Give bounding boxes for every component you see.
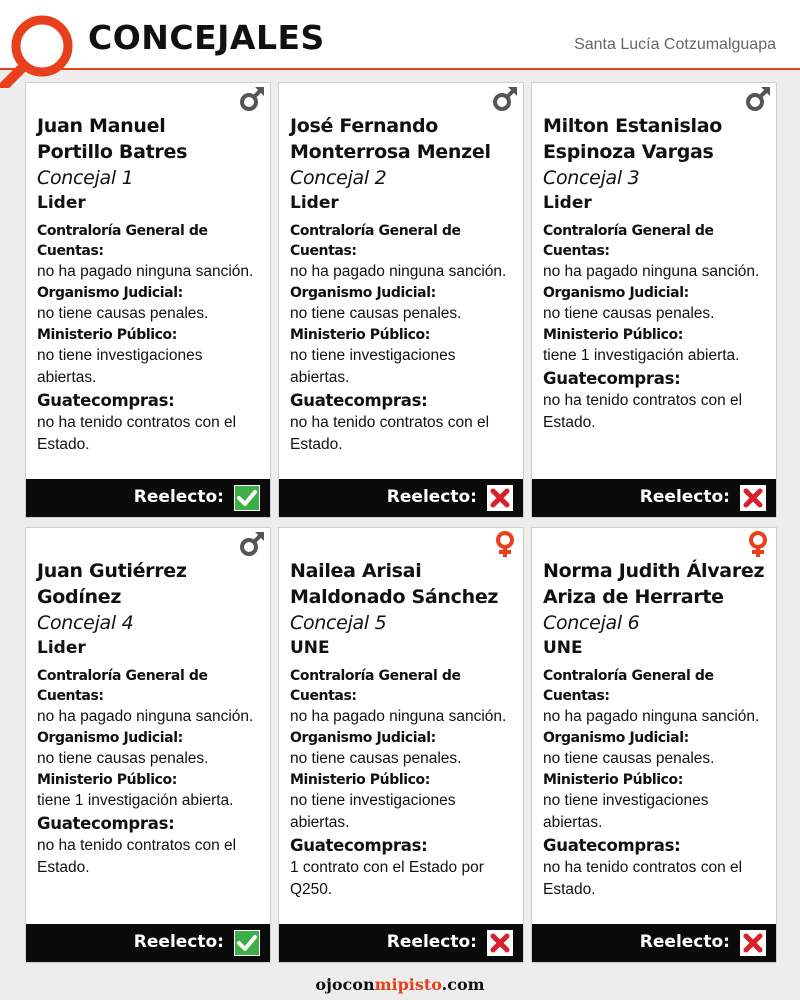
council-member-card [531, 527, 777, 963]
female-symbol-icon [491, 530, 519, 558]
member-party: Lider [543, 193, 592, 213]
ministerio-value: tiene 1 investigación abierta. [543, 347, 740, 364]
reelection-bar [532, 924, 776, 962]
ministerio-label: Ministerio Público: [37, 327, 177, 343]
reelection-bar [279, 924, 523, 962]
site-url-suffix: .com [441, 975, 485, 994]
male-symbol-icon [744, 85, 772, 113]
contraloria-value: no ha pagado ninguna sanción. [290, 708, 507, 725]
member-name-line-1: Milton Estanislao [543, 115, 723, 137]
reelecto-label: Reelecto: [386, 487, 477, 507]
judicial-value: no tiene causas penales. [543, 750, 715, 767]
ministerio-value: no tiene investigaciones abiertas. [543, 792, 709, 831]
site-url[interactable] [0, 975, 800, 994]
reelection-bar [26, 924, 270, 962]
ministerio-label: Ministerio Público: [543, 772, 683, 788]
member-role: Concejal 2 [290, 167, 387, 189]
cross-icon [740, 930, 766, 956]
reelection-bar [279, 479, 523, 517]
female-symbol-icon [744, 530, 772, 558]
header [0, 0, 800, 70]
member-party: Lider [37, 638, 86, 658]
member-details [290, 558, 517, 901]
ministerio-label: Ministerio Público: [37, 772, 177, 788]
ministerio-label: Ministerio Público: [290, 327, 430, 343]
member-details [37, 558, 264, 879]
contraloria-value: no ha pagado ninguna sanción. [37, 263, 254, 280]
contraloria-value: no ha pagado ninguna sanción. [290, 263, 507, 280]
municipality-name: Santa Lucía Cotzumalguapa [574, 36, 776, 53]
judicial-value: no tiene causas penales. [290, 750, 462, 767]
reelection-bar [26, 479, 270, 517]
member-party: Lider [37, 193, 86, 213]
member-name-line-2: Maldonado Sánchez [290, 586, 499, 608]
contraloria-label: Contraloría General de Cuentas: [37, 223, 208, 259]
ministerio-value: no tiene investigaciones abiertas. [37, 347, 203, 386]
cross-icon [487, 930, 513, 956]
male-symbol-icon [238, 85, 266, 113]
ministerio-value: tiene 1 investigación abierta. [37, 792, 234, 809]
member-role: Concejal 3 [543, 167, 640, 189]
guatecompras-value: no ha tenido contratos con el Estado. [37, 414, 237, 453]
guatecompras-value: no ha tenido contratos con el Estado. [290, 414, 490, 453]
judicial-label: Organismo Judicial: [543, 285, 689, 301]
guatecompras-value: no ha tenido contratos con el Estado. [543, 859, 743, 898]
ministerio-label: Ministerio Público: [543, 327, 683, 343]
contraloria-value: no ha pagado ninguna sanción. [543, 708, 760, 725]
member-party: Lider [290, 193, 339, 213]
council-member-card [278, 527, 524, 963]
judicial-label: Organismo Judicial: [290, 285, 436, 301]
member-name-line-2: Ariza de Herrarte [543, 586, 724, 608]
judicial-value: no tiene causas penales. [543, 305, 715, 322]
judicial-label: Organismo Judicial: [37, 285, 183, 301]
member-name-line-2: Portillo Batres [37, 141, 188, 163]
check-icon [234, 485, 260, 511]
member-role: Concejal 5 [290, 612, 387, 634]
ministerio-value: no tiene investigaciones abiertas. [290, 792, 456, 831]
member-name-line-1: Norma Judith Álvarez [543, 560, 765, 582]
contraloria-label: Contraloría General de Cuentas: [543, 223, 714, 259]
page-title: CONCEJALES [88, 18, 325, 57]
judicial-value: no tiene causas penales. [290, 305, 462, 322]
guatecompras-label: Guatecompras: [290, 391, 428, 410]
member-party: UNE [290, 638, 330, 658]
contraloria-label: Contraloría General de Cuentas: [37, 668, 208, 704]
council-member-card [25, 82, 271, 518]
contraloria-label: Contraloría General de Cuentas: [290, 223, 461, 259]
council-member-card [278, 82, 524, 518]
male-symbol-icon [238, 530, 266, 558]
contraloria-value: no ha pagado ninguna sanción. [37, 708, 254, 725]
guatecompras-value: no ha tenido contratos con el Estado. [543, 392, 743, 431]
reelecto-label: Reelecto: [133, 487, 224, 507]
cross-icon [487, 485, 513, 511]
member-name-line-1: Juan Manuel [37, 115, 166, 137]
member-name-line-1: Nailea Arisai [290, 560, 422, 582]
guatecompras-value: no ha tenido contratos con el Estado. [37, 837, 237, 876]
reelection-bar [532, 479, 776, 517]
contraloria-label: Contraloría General de Cuentas: [290, 668, 461, 704]
contraloria-label: Contraloría General de Cuentas: [543, 668, 714, 704]
member-details [543, 558, 770, 901]
site-url-accent: mipisto [374, 975, 442, 994]
reelecto-label: Reelecto: [133, 932, 224, 952]
member-name-line-1: José Fernando [290, 115, 439, 137]
member-party: UNE [543, 638, 583, 658]
member-role: Concejal 1 [37, 167, 134, 189]
reelecto-label: Reelecto: [639, 932, 730, 952]
member-details [290, 113, 517, 456]
council-member-card [531, 82, 777, 518]
council-member-card [25, 527, 271, 963]
ministerio-value: no tiene investigaciones abiertas. [290, 347, 456, 386]
member-role: Concejal 6 [543, 612, 640, 634]
site-url-prefix: ojocon [315, 975, 375, 994]
male-symbol-icon [491, 85, 519, 113]
reelecto-label: Reelecto: [386, 932, 477, 952]
guatecompras-label: Guatecompras: [290, 836, 428, 855]
member-name-line-2: Monterrosa Menzel [290, 141, 491, 163]
member-role: Concejal 4 [37, 612, 134, 634]
ministerio-label: Ministerio Público: [290, 772, 430, 788]
reelecto-label: Reelecto: [639, 487, 730, 507]
judicial-label: Organismo Judicial: [290, 730, 436, 746]
judicial-value: no tiene causas penales. [37, 750, 209, 767]
header-divider [0, 68, 800, 70]
judicial-label: Organismo Judicial: [37, 730, 183, 746]
judicial-label: Organismo Judicial: [543, 730, 689, 746]
member-name-line-2: Espinoza Vargas [543, 141, 714, 163]
member-name-line-1: Juan Gutiérrez Godínez [37, 560, 187, 608]
guatecompras-label: Guatecompras: [37, 391, 175, 410]
magnifier-logo-icon [0, 8, 80, 88]
guatecompras-label: Guatecompras: [37, 814, 175, 833]
contraloria-value: no ha pagado ninguna sanción. [543, 263, 760, 280]
member-details [543, 113, 770, 434]
member-details [37, 113, 264, 456]
judicial-value: no tiene causas penales. [37, 305, 209, 322]
guatecompras-label: Guatecompras: [543, 836, 681, 855]
cross-icon [740, 485, 766, 511]
guatecompras-value: 1 contrato con el Estado por Q250. [290, 859, 484, 898]
check-icon [234, 930, 260, 956]
guatecompras-label: Guatecompras: [543, 369, 681, 388]
